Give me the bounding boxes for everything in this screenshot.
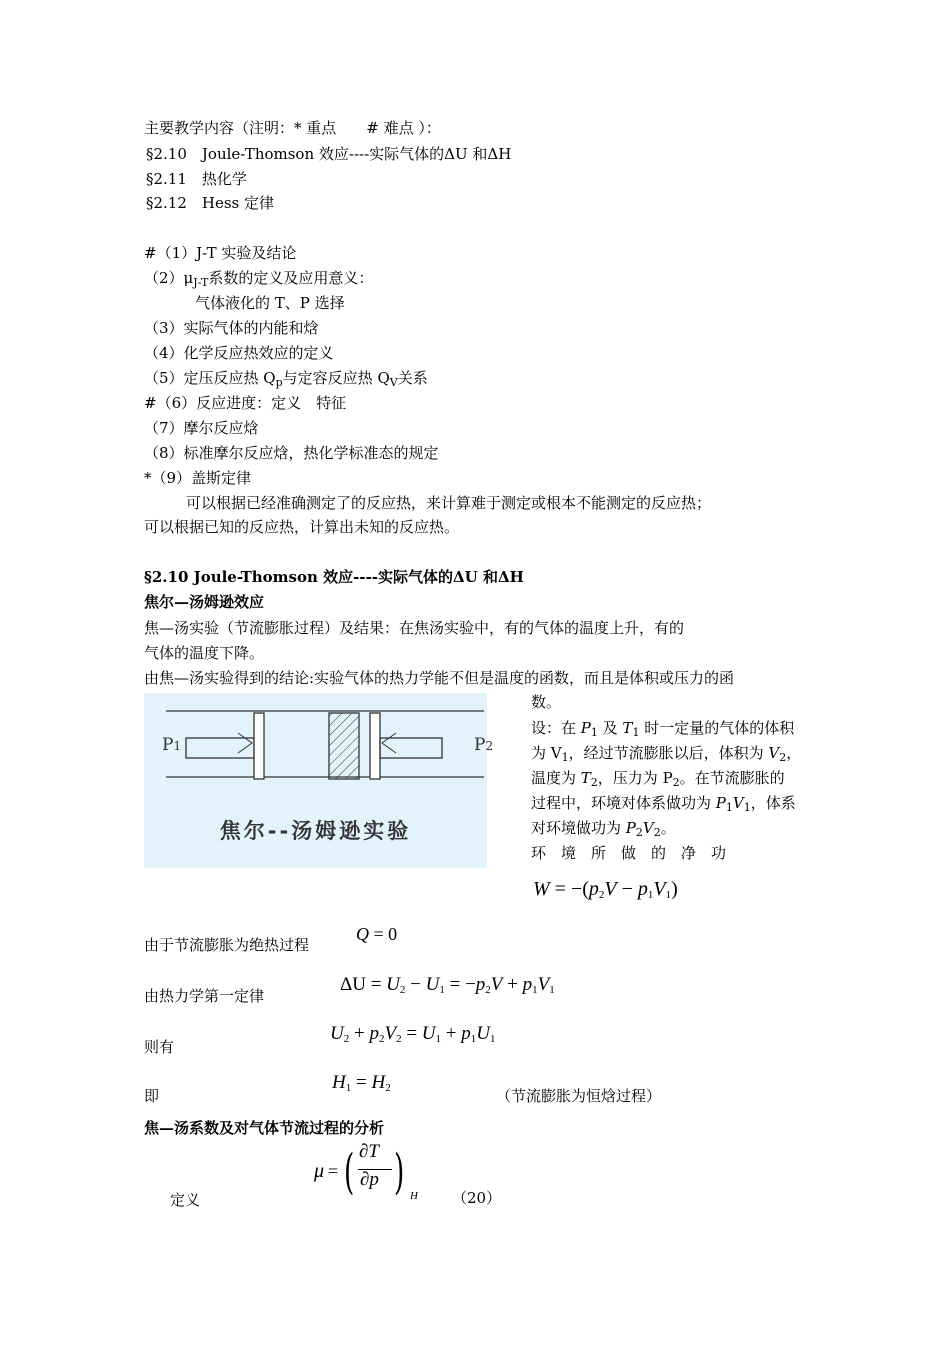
item-8: （8）标准摩尔反应焓，热化学标准态的规定 — [144, 444, 439, 462]
subscript-h: H — [410, 1190, 418, 1202]
item-9: *（9）盖斯定律 — [144, 469, 252, 487]
item-2-sub: J-T — [193, 276, 209, 289]
figure-caption: 焦尔--汤姆逊实验 — [219, 819, 412, 843]
section-para-2b: 数。 — [531, 693, 562, 711]
side-line-1: 设：在 $P_1$ 及 $T_1$ 时一定量的气体的体积 — [531, 719, 795, 739]
item-5-b: 与定容反应热 Q — [282, 369, 390, 387]
numerator: ∂T — [359, 1141, 379, 1162]
right-piston — [370, 713, 380, 779]
first-law-equation: $\Delta U = U_2 - U_1 = -p_2V + p_1V_1$ — [340, 974, 555, 996]
label-p1: P1 — [162, 735, 182, 755]
side-line-4: 过程中，环境对体系做功为 $P_1V_1$，体系 — [531, 794, 796, 814]
label-p2: P2 — [474, 735, 494, 755]
outline-header: 主要教学内容（注明：* 重点 # 难点 ）： — [144, 119, 441, 137]
left-piston-rod — [186, 738, 254, 758]
toc-item-2-10: §2.10 Joule-Thomson 效应----实际气体的ΔU 和ΔH — [146, 145, 512, 163]
section-subtitle: 焦尔—汤姆逊效应 — [144, 593, 265, 611]
section-para-2a: 由焦—汤实验得到的结论:实验气体的热力学能不但是温度的函数，而且是体积或压力的函 — [144, 669, 735, 687]
side-line-5: 对环境做功为 $P_2V_2$。 — [531, 819, 676, 839]
first-law-label: 由热力学第一定律 — [144, 987, 265, 1005]
item-4: （4）化学反应热效应的定义 — [144, 344, 334, 362]
equation-number: （20） — [452, 1189, 502, 1207]
left-piston — [254, 713, 264, 779]
section-para-1a: 焦—汤实验（节流膨胀过程）及结果：在焦汤实验中，有的气体的温度上升，有的 — [144, 619, 685, 637]
ie-equation: $H_1 = H_2$ — [332, 1072, 391, 1094]
coefficient-heading: 焦—汤系数及对气体节流过程的分析 — [144, 1119, 385, 1137]
item-5-c: 关系 — [397, 369, 428, 387]
left-arrow-icon — [238, 733, 252, 753]
left-paren-icon: ( — [344, 1144, 355, 1200]
item-6: #（6）反应进度：定义 特征 — [144, 394, 347, 412]
joule-thomson-figure — [144, 693, 494, 868]
side-line-3: 温度为 $T_2$，压力为 $P_2$。在节流膨胀的 — [531, 769, 785, 789]
right-paren-icon: ) — [394, 1144, 405, 1200]
then-equation: $U_2 + p_2V_2 = U_1 + p_1U_1$ — [330, 1023, 496, 1045]
then-label: 则有 — [144, 1038, 175, 1056]
mu-definition-equation — [314, 1140, 434, 1204]
hess-paragraph-2: 可以根据已知的反应热，计算出未知的反应热。 — [144, 518, 460, 536]
right-arrow-icon — [382, 733, 396, 753]
item-5-sub-p: p — [275, 376, 283, 389]
toc-item-2-11: §2.11 热化学 — [146, 170, 247, 188]
adiabatic-equation: Q = 0 — [356, 924, 398, 944]
define-label: 定义 — [170, 1191, 201, 1209]
item-2-detail: 气体液化的 T、P 选择 — [195, 294, 345, 312]
side-line-2: 为 $V_1$，经过节流膨胀以后，体积为 $V_2$， — [531, 744, 802, 764]
item-7: （7）摩尔反应焓 — [144, 419, 259, 437]
toc-item-2-12: §2.12 Hess 定律 — [146, 194, 275, 212]
item-2-prefix: （2）μ — [144, 269, 194, 287]
adiabatic-label: 由于节流膨胀为绝热过程 — [144, 936, 310, 954]
item-5-sub-v: V — [389, 376, 398, 389]
item-2 — [144, 268, 373, 293]
item-5-a: （5）定压反应热 Q — [144, 369, 276, 387]
side-line-6: 环 境 所 做 的 净 功 — [531, 844, 727, 862]
item-2-text: 系数的定义及应用意义： — [208, 269, 374, 287]
item-5 — [144, 368, 428, 393]
mu-symbol: μ — [314, 1160, 325, 1182]
ie-note: （节流膨胀为恒焓过程） — [496, 1087, 662, 1105]
mu-equals: = — [328, 1161, 339, 1181]
work-equation: $W = -(p_2V - p_1V_1)$ — [533, 878, 678, 901]
denominator: ∂p — [360, 1169, 379, 1190]
porous-plug — [329, 713, 359, 779]
ie-label: 即 — [144, 1087, 160, 1105]
hess-paragraph-1: 可以根据已经准确测定了的反应热，来计算难于测定或根本不能测定的反应热； — [186, 494, 712, 512]
section-para-1b: 气体的温度下降。 — [144, 644, 265, 662]
section-title: §2.10 Joule-Thomson 效应----实际气体的ΔU 和ΔH — [144, 568, 524, 586]
item-3: （3）实际气体的内能和焓 — [144, 319, 319, 337]
item-1: #（1）J-T 实验及结论 — [144, 244, 297, 262]
